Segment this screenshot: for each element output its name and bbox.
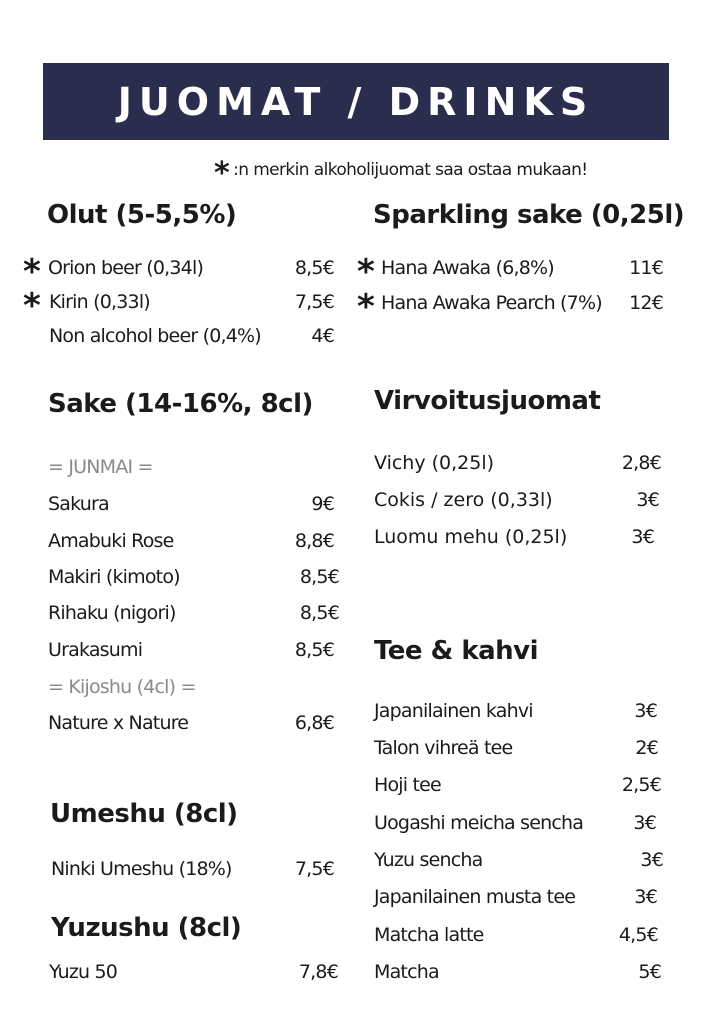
menu-item-price: 7,5€	[294, 291, 334, 313]
heading-sake: Sake (14-16%, 8cl)	[48, 389, 313, 419]
menu-item-name: Hana Awaka (6,8%)	[381, 257, 554, 279]
asterisk-icon: *	[214, 156, 230, 191]
menu-item-price: 3€	[633, 812, 656, 834]
menu-item-price: 8,8€	[294, 530, 334, 552]
menu-item-price: 7,5€	[294, 858, 334, 880]
asterisk-icon: *	[23, 286, 41, 326]
menu-item-price: 11€	[629, 257, 663, 279]
menu-item-name: Vichy (0,25l)	[374, 452, 495, 474]
kijoshu-label: = Kijoshu (4cl) =	[48, 676, 196, 698]
heading-virvoitusjuomat: Virvoitusjuomat	[374, 386, 601, 416]
menu-item-name: Urakasumi	[48, 639, 143, 661]
menu-item-name: Matcha latte	[374, 924, 484, 946]
title-banner	[43, 63, 669, 140]
menu-item-price: 8,5€	[294, 639, 334, 661]
menu-item-name: Ninki Umeshu (18%)	[51, 858, 232, 880]
heading-olut: Olut (5-5,5%)	[47, 200, 237, 230]
menu-item-price: 3€	[640, 849, 663, 871]
menu-item-name: Talon vihreä tee	[374, 737, 513, 759]
menu-item-name: Kirin (0,33l)	[49, 291, 150, 313]
menu-item-price: 4,5€	[618, 924, 658, 946]
junmai-label: = JUNMAI =	[48, 456, 153, 478]
note-text: :n merkin alkoholijuomat saa ostaa mukaan!	[233, 160, 588, 180]
menu-item-price: 12€	[629, 292, 663, 314]
menu-item-price: 2€	[635, 737, 658, 759]
asterisk-icon: *	[357, 252, 375, 292]
menu-item-price: 3€	[634, 886, 657, 908]
menu-item-name: Rihaku (nigori)	[48, 602, 176, 624]
heading-sparkling-sake: Sparkling sake (0,25l)	[373, 200, 685, 230]
menu-item-name: Japanilainen musta tee	[374, 886, 576, 908]
menu-item-name: Japanilainen kahvi	[374, 700, 533, 722]
heading-tee-kahvi: Tee & kahvi	[374, 636, 539, 666]
menu-item-price: 8,5€	[299, 566, 339, 588]
menu-item-price: 2,5€	[621, 774, 661, 796]
menu-item-price: 3€	[636, 489, 659, 511]
menu-item-name: Yuzu sencha	[374, 849, 483, 871]
menu-item-name: Cokis / zero (0,33l)	[374, 489, 553, 511]
menu-item-name: Uogashi meicha sencha	[374, 812, 584, 834]
menu-item-price: 2,8€	[621, 452, 661, 474]
menu-item-name: Amabuki Rose	[48, 530, 174, 552]
menu-item-price: 8,5€	[299, 602, 339, 624]
asterisk-icon: *	[23, 252, 41, 292]
menu-item-name: Luomu mehu (0,25l)	[374, 526, 568, 548]
menu-item-price: 9€	[311, 493, 334, 515]
menu-item-name: Sakura	[48, 493, 109, 515]
menu-item-name: Hana Awaka Pearch (7%)	[381, 292, 602, 314]
menu-item-price: 8,5€	[294, 257, 334, 279]
menu-item-name: Makiri (kimoto)	[48, 566, 180, 588]
menu-item-name: Matcha	[374, 961, 439, 983]
menu-item-name: Hoji tee	[374, 774, 441, 796]
asterisk-icon: *	[357, 287, 375, 327]
heading-yuzushu: Yuzushu (8cl)	[51, 913, 242, 943]
heading-umeshu: Umeshu (8cl)	[50, 799, 238, 829]
menu-item-price: 5€	[638, 961, 661, 983]
menu-item-name: Orion beer (0,34l)	[48, 257, 204, 279]
menu-item-price: 3€	[634, 700, 657, 722]
menu-item-name: Yuzu 50	[49, 961, 118, 983]
menu-item-name: Nature x Nature	[48, 712, 189, 734]
page-title: JUOMAT / DRINKS	[117, 79, 595, 124]
menu-item-price: 4€	[311, 325, 334, 347]
takeaway-note	[214, 148, 588, 191]
menu-item-price: 3€	[631, 526, 654, 548]
menu-item-price: 6,8€	[294, 712, 334, 734]
menu-item-name: Non alcohol beer (0,4%)	[49, 325, 261, 347]
menu-item-price: 7,8€	[298, 961, 338, 983]
